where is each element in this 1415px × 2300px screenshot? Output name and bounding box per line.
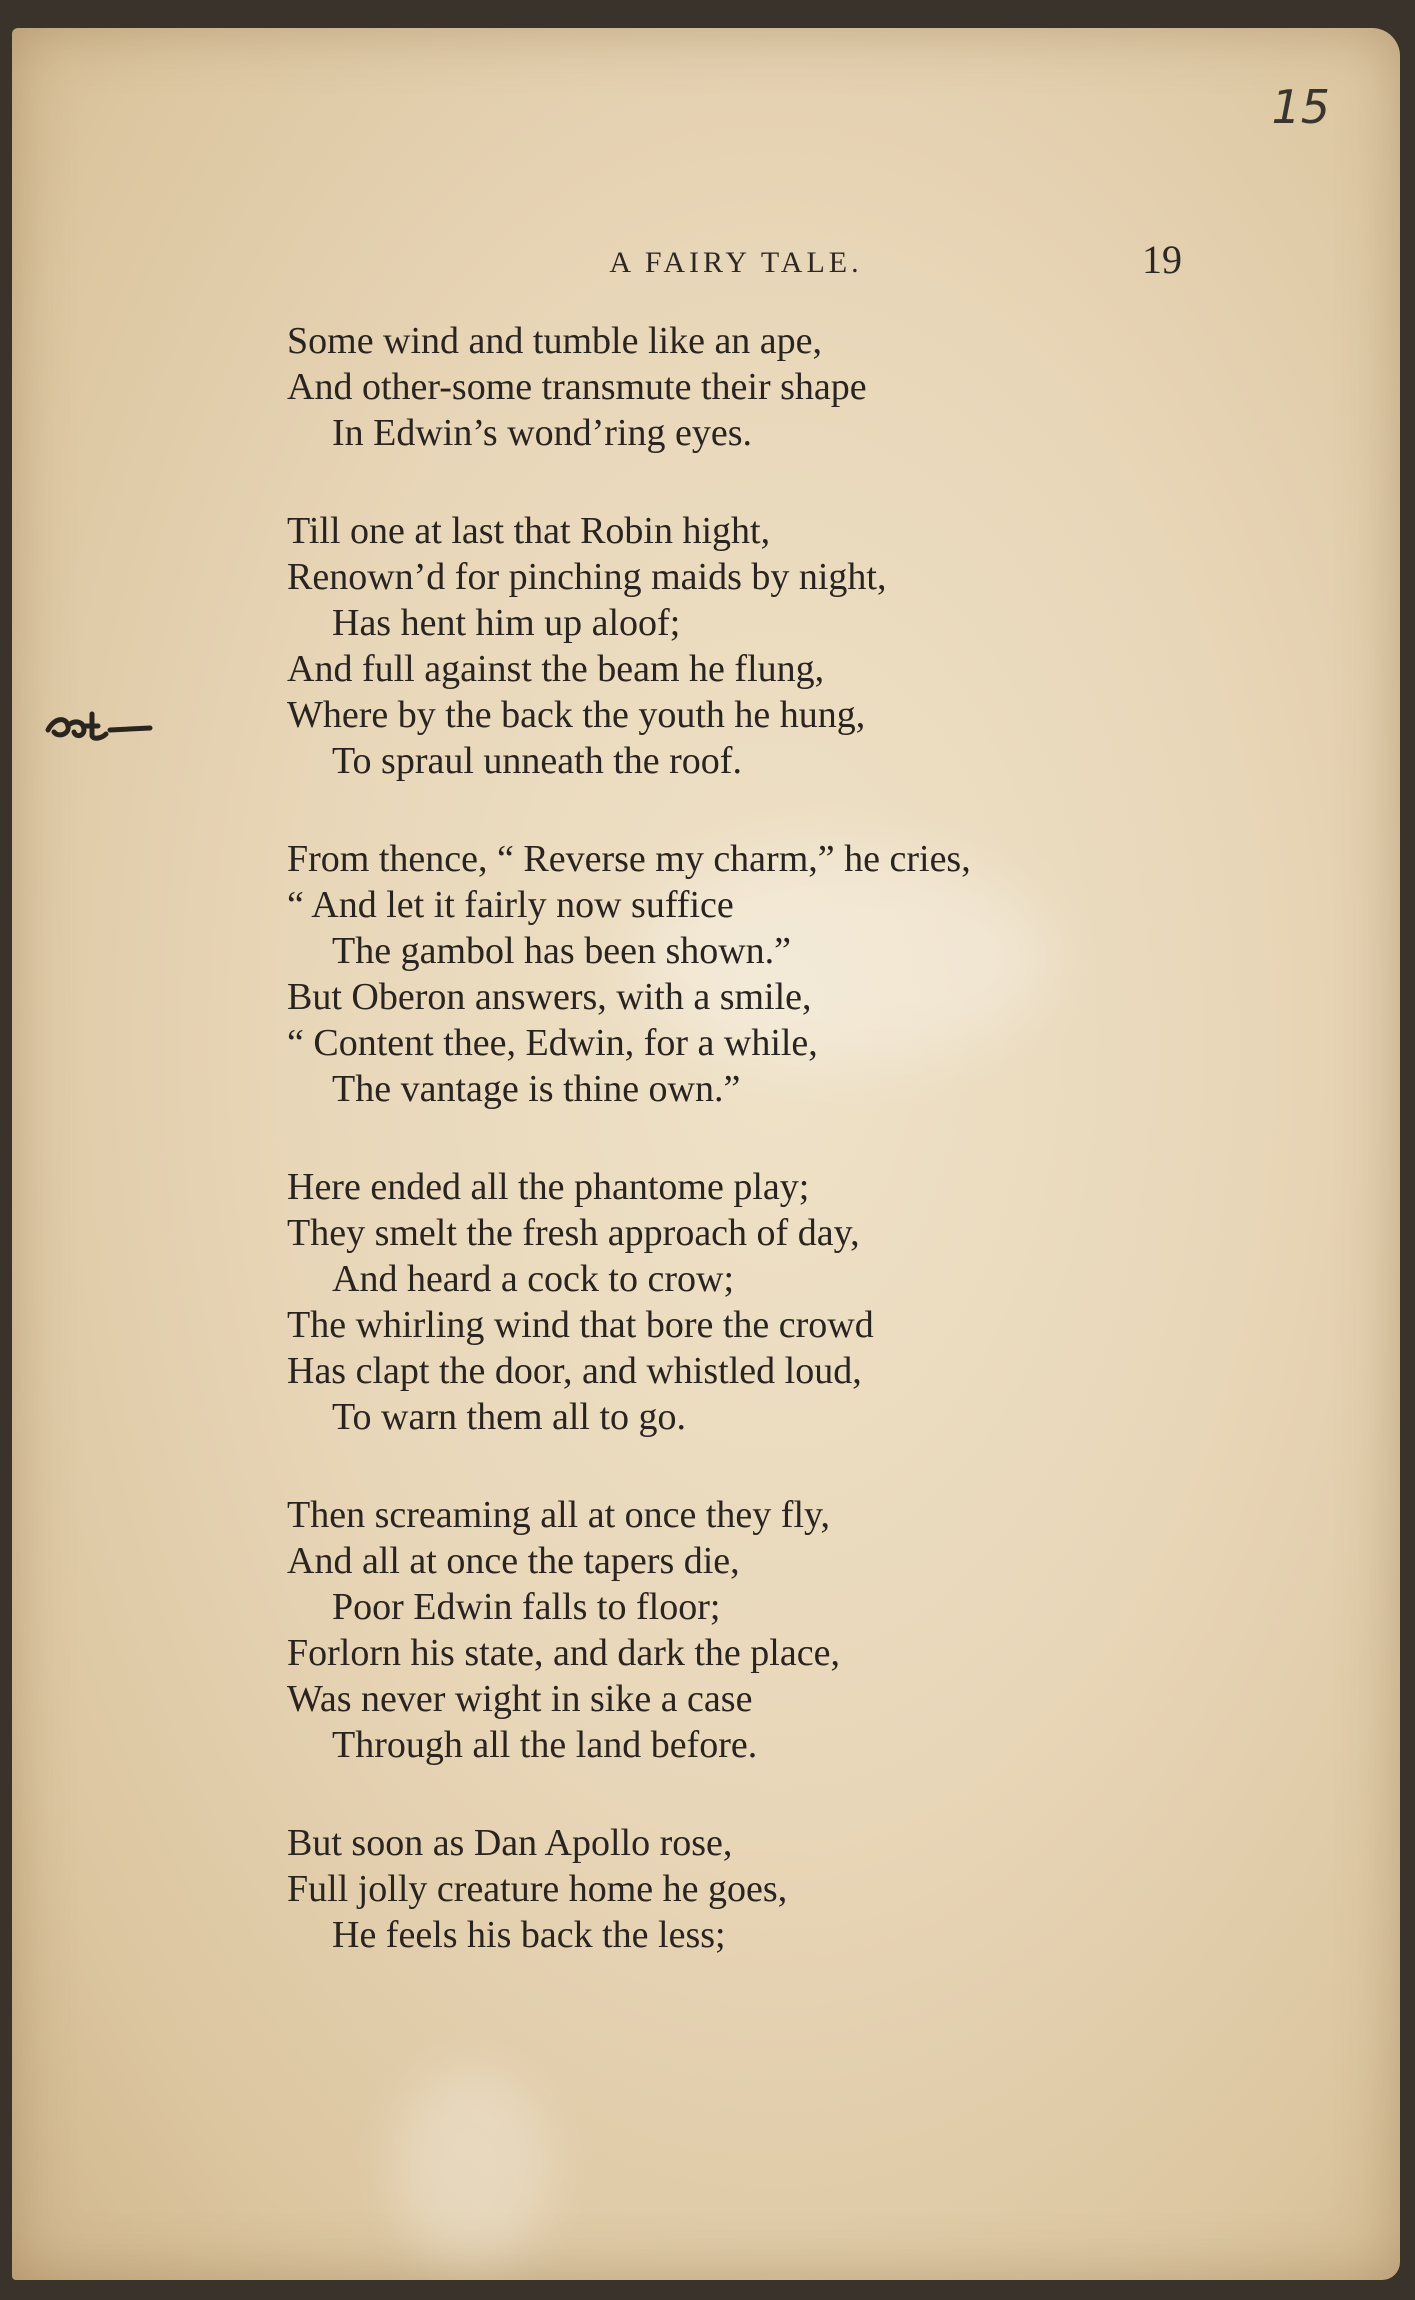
poem-line: Some wind and tumble like an ape, <box>287 320 823 362</box>
poem-line: Poor Edwin falls to floor; <box>332 1586 721 1628</box>
poem-line: The whirling wind that bore the crowd <box>287 1304 874 1346</box>
poem-line: Forlorn his state, and dark the place, <box>287 1632 840 1674</box>
poem-line: “ Content thee, Edwin, for a while, <box>287 1022 818 1064</box>
poem-line: Has clapt the door, and whistled loud, <box>287 1350 862 1392</box>
poem-body <box>287 318 1347 2010</box>
stanza <box>287 1492 1347 1768</box>
poem-line: Through all the land before. <box>332 1724 758 1766</box>
poem-line: Has hent him up aloof; <box>332 602 681 644</box>
poem-line: Renown’d for pinching maids by night, <box>287 556 887 598</box>
poem-line: And full against the beam he flung, <box>287 648 825 690</box>
poem-line: Full jolly creature home he goes, <box>287 1868 788 1910</box>
book-page <box>12 28 1400 2280</box>
handwritten-folio-number: 15 <box>1271 80 1330 134</box>
poem-line: Till one at last that Robin hight, <box>287 510 771 552</box>
handwritten-scribble-icon <box>40 700 170 750</box>
poem-line: And heard a cock to crow; <box>332 1258 735 1300</box>
poem-line: And other-some transmute their shape <box>287 366 867 408</box>
poem-line: He feels his back the less; <box>332 1914 726 1956</box>
poem-line: To spraul unneath the roof. <box>332 740 742 782</box>
stanza <box>287 836 1347 1112</box>
poem-line: The vantage is thine own.” <box>332 1068 741 1110</box>
page-number: 19 <box>1142 237 1182 282</box>
poem-line: In Edwin’s wond’ring eyes. <box>332 412 753 454</box>
poem-line: Was never wight in sike a case <box>287 1678 753 1720</box>
running-title: A FAIRY TALE. <box>609 246 863 279</box>
poem-line: Where by the back the youth he hung, <box>287 694 866 736</box>
poem-line: Then screaming all at once they fly, <box>287 1494 831 1536</box>
poem-line: But Oberon answers, with a smile, <box>287 976 812 1018</box>
stanza <box>287 318 1347 456</box>
poem-line: To warn them all to go. <box>332 1396 687 1438</box>
poem-line: From thence, “ Reverse my charm,” he cries, <box>287 838 971 880</box>
stanza <box>287 1820 1347 1958</box>
poem-line: They smelt the fresh approach of day, <box>287 1212 860 1254</box>
poem-line: But soon as Dan Apollo rose, <box>287 1822 733 1864</box>
stanza <box>287 508 1347 784</box>
poem-line: Here ended all the phantome play; <box>287 1166 810 1208</box>
poem-line: The gambol has been shown.” <box>332 930 792 972</box>
paper-stain <box>392 2068 552 2268</box>
stanza <box>287 1164 1347 1440</box>
poem-line: And all at once the tapers die, <box>287 1540 740 1582</box>
poem-line: “ And let it fairly now suffice <box>287 884 734 926</box>
